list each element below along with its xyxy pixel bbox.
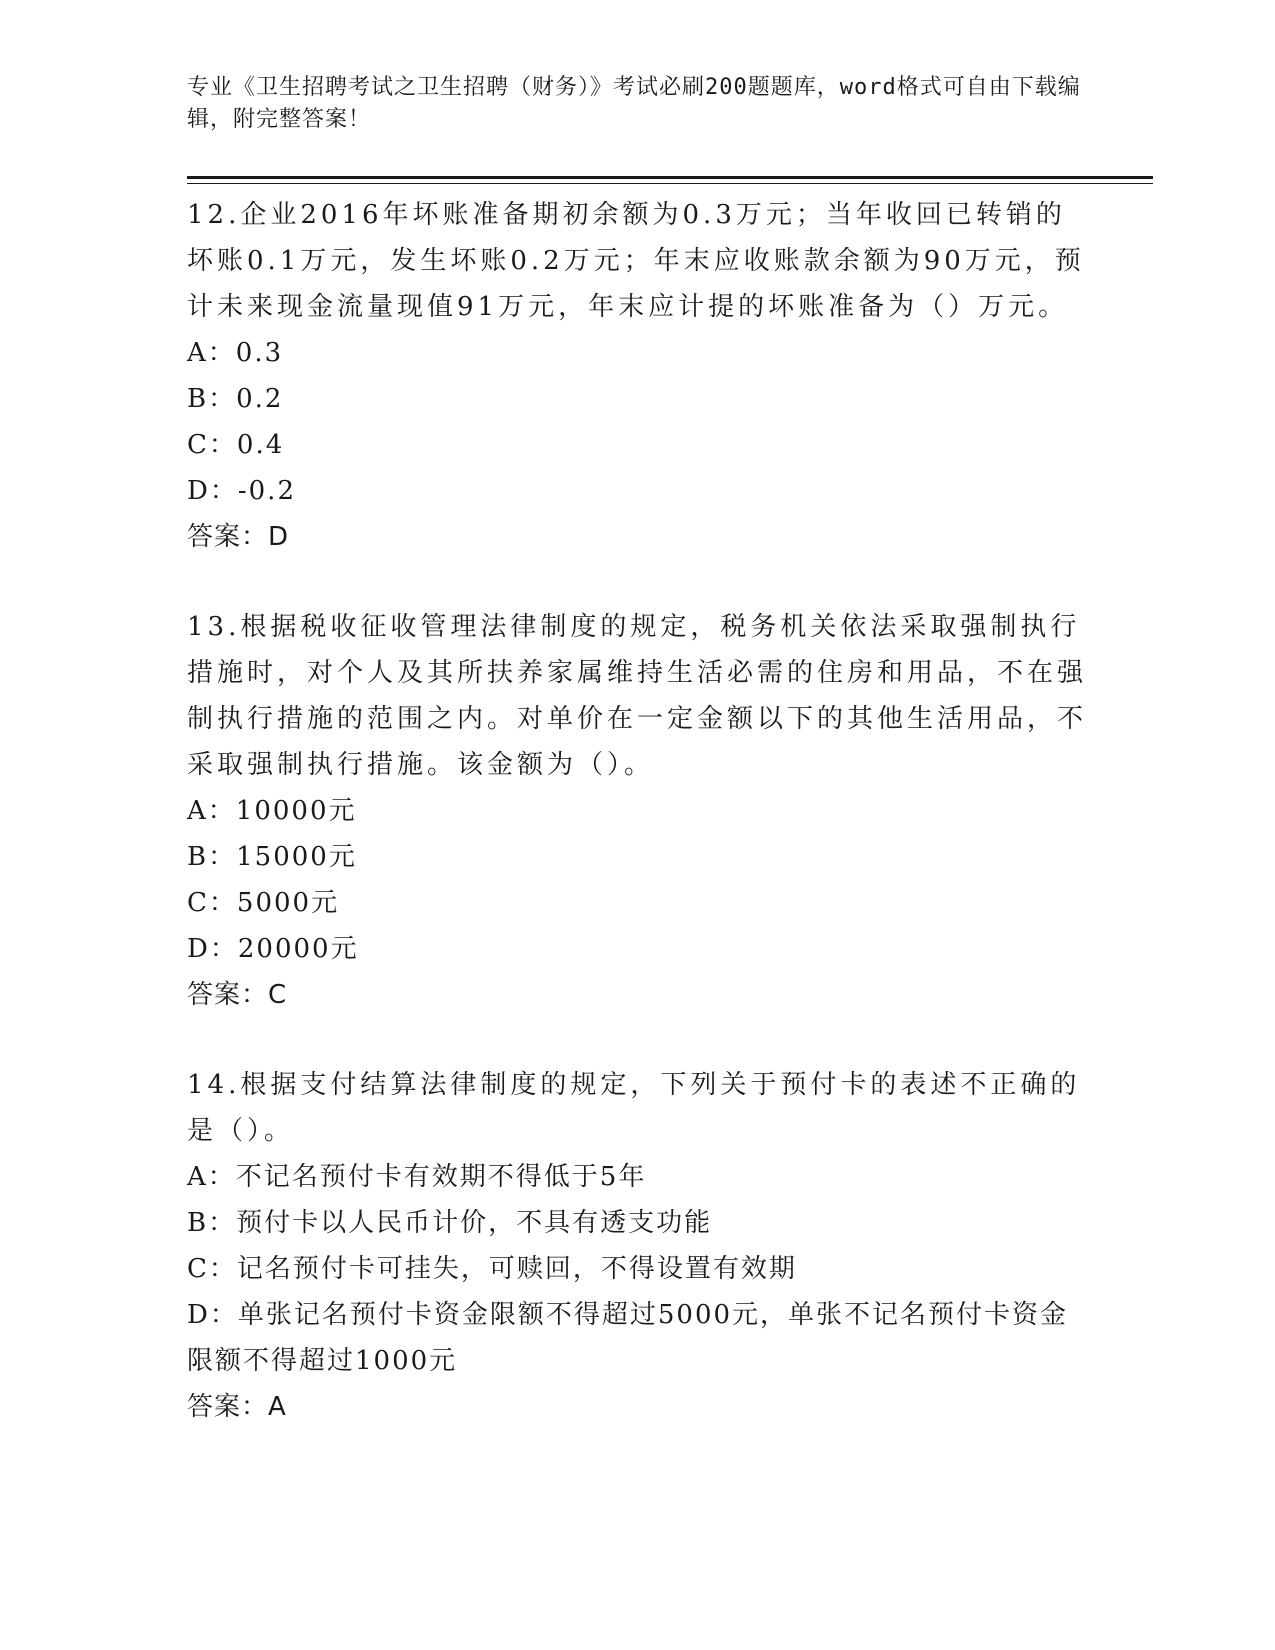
answer-line: 答案：C	[187, 980, 288, 1010]
option-d	[187, 468, 1087, 514]
option-c	[187, 880, 1087, 926]
option-letter: C：	[187, 430, 237, 460]
question-stem: 14.根据支付结算法律制度的规定，下列关于预付卡的表述不正确的是（）。	[187, 1070, 1081, 1146]
document-header: 专业《卫生招聘考试之卫生招聘（财务）》考试必刷200题题库，word格式可自由下载编辑，附完整答案！	[187, 75, 1081, 132]
option-letter: B：	[187, 384, 237, 414]
option-text: 0.2	[236, 384, 284, 414]
option-letter: B：	[187, 842, 237, 872]
question-list	[187, 192, 1087, 1474]
option-letter: C：	[187, 888, 237, 918]
option-text: 0.3	[235, 338, 284, 368]
question-13	[187, 604, 1087, 1018]
header-rule-thin	[187, 183, 1153, 184]
header-rule-thick	[187, 176, 1153, 179]
option-letter: D：	[187, 934, 238, 964]
option-d	[187, 926, 1087, 972]
option-letter: C：	[187, 1254, 237, 1284]
option-text: 不记名预付卡有效期不得低于5年	[235, 1162, 647, 1192]
question-14	[187, 1062, 1087, 1430]
option-c	[187, 422, 1087, 468]
option-text: 预付卡以人民币计价，不具有透支功能	[236, 1208, 713, 1238]
option-b	[187, 376, 1087, 422]
answer-line: 答案：D	[187, 522, 290, 552]
option-c	[187, 1246, 1087, 1292]
option-a	[187, 330, 1087, 376]
answer-line: 答案：A	[187, 1392, 287, 1422]
option-letter: A：	[187, 796, 236, 826]
question-stem: 13.根据税收征收管理法律制度的规定，税务机关依法采取强制执行措施时，对个人及其所扶养家属维持生活必需的住房和用品，不在强制执行措施的范围之内。对单价在一定金额以下的其他生活用品，不采取强制执行措施。该金额为（）。	[187, 612, 1088, 780]
option-letter: B：	[187, 1208, 237, 1238]
option-letter: A：	[187, 1162, 236, 1192]
option-letter: A：	[187, 338, 236, 368]
option-text: 10000元	[235, 796, 357, 826]
option-a	[187, 788, 1087, 834]
option-b	[187, 834, 1087, 880]
option-text: 0.4	[236, 430, 285, 460]
option-text: 单张记名预付卡资金限额不得超过5000元，单张不记名预付卡资金限额不得超过1000元	[187, 1300, 1069, 1376]
option-text: 记名预付卡可挂失，可赎回，不得设置有效期	[236, 1254, 797, 1284]
option-text: -0.2	[237, 476, 296, 506]
question-12	[187, 192, 1087, 560]
option-text: 5000元	[236, 888, 340, 918]
option-letter: D：	[187, 476, 238, 506]
option-a	[187, 1154, 1087, 1200]
question-stem: 12.企业2016年坏账准备期初余额为0.3万元；当年收回已转销的坏账0.1万元，发生坏账0.2万元；年末应收账款余额为90万元，预计未来现金流量现值91万元，年末应计提的坏账准备为（）万元。	[187, 200, 1085, 322]
option-b	[187, 1200, 1087, 1246]
option-letter: D：	[187, 1300, 238, 1330]
option-d	[187, 1292, 1087, 1384]
option-text: 15000元	[236, 842, 357, 872]
option-text: 20000元	[237, 934, 359, 964]
